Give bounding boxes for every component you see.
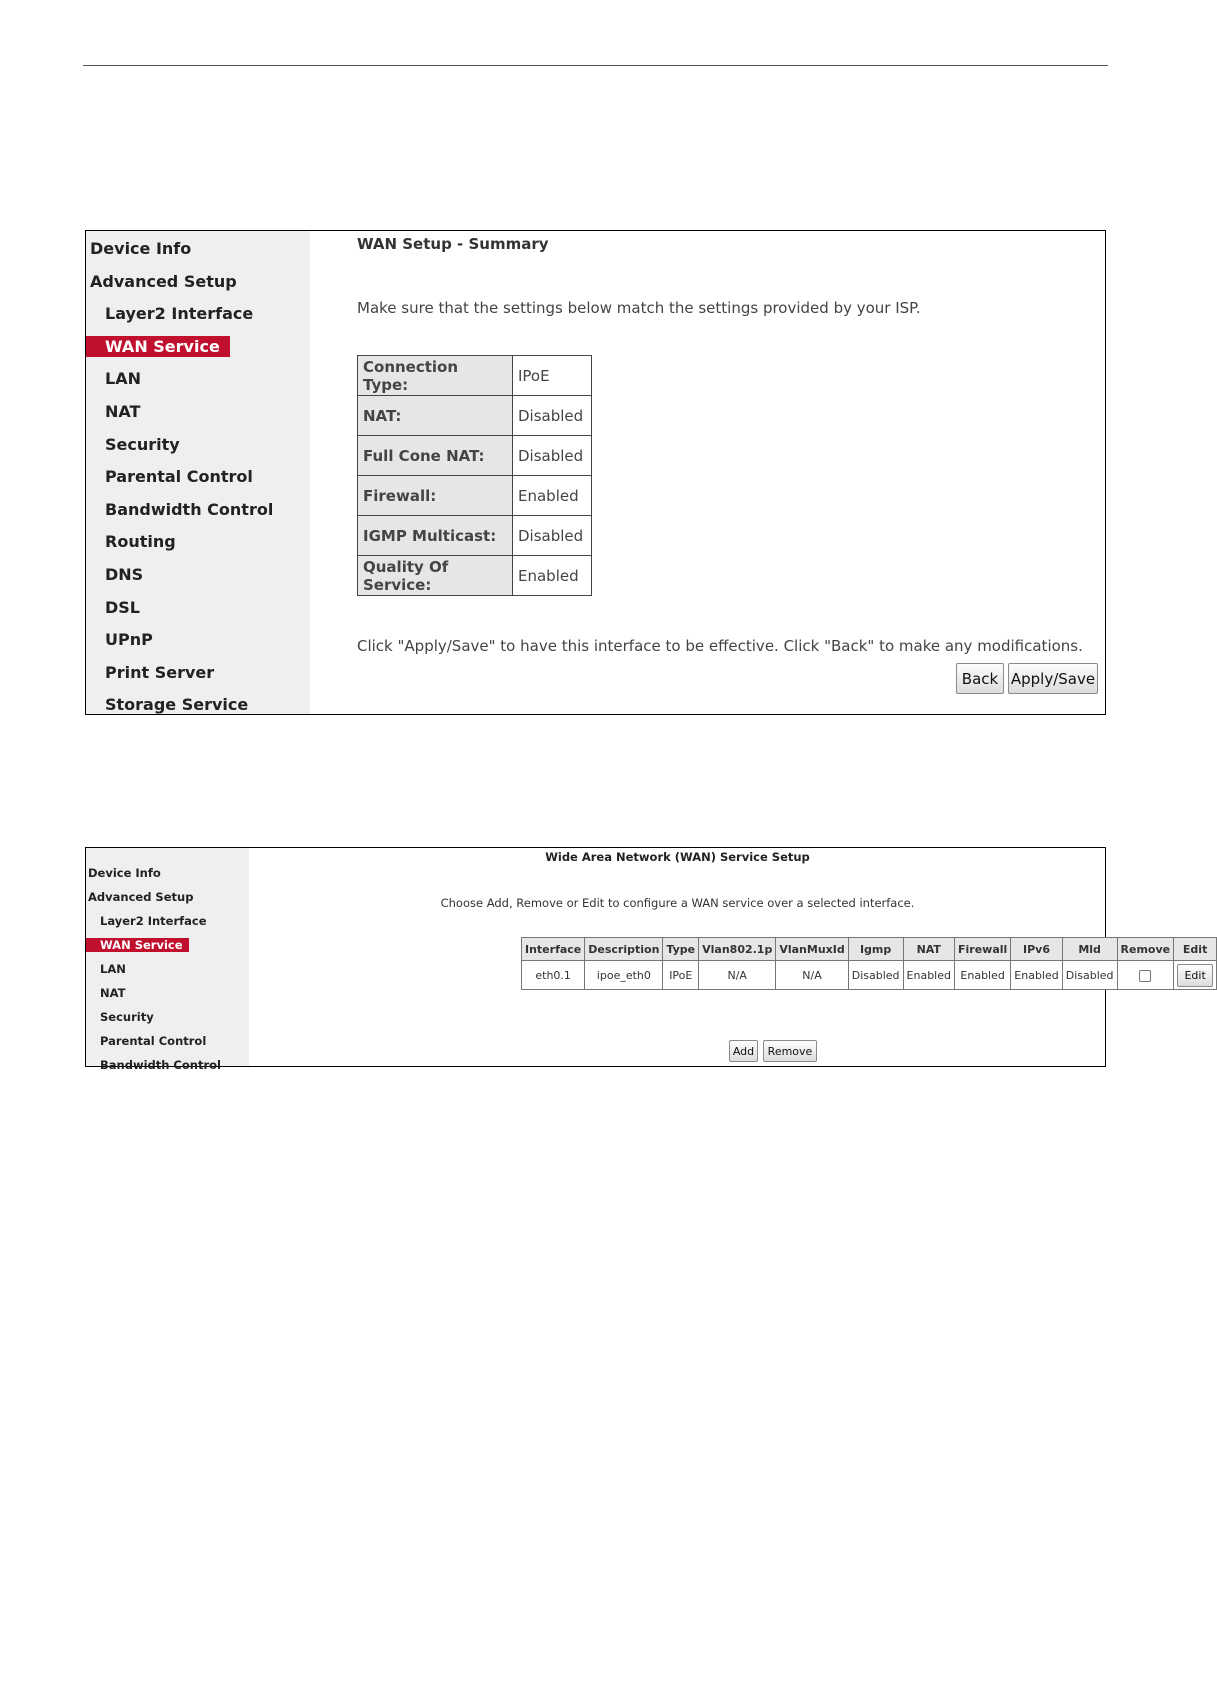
apply-save-button[interactable]: Apply/Save: [1008, 663, 1098, 694]
sidebar-item-label: Bandwidth Control: [105, 499, 274, 519]
sidebar-item-routing[interactable]: [86, 526, 310, 559]
sidebar-item-label: Security: [100, 1010, 154, 1024]
sidebar-item-label: UPnP: [105, 630, 153, 650]
page-title: WAN Setup - Summary: [357, 235, 549, 253]
sidebar: [86, 848, 249, 1072]
column-header-firewall: Firewall: [954, 938, 1010, 961]
cell-description: ipoe_eth0: [585, 961, 663, 990]
sidebar-item-label: Security: [105, 434, 180, 454]
column-header-mld: Mld: [1062, 938, 1117, 961]
sidebar-item-label: Advanced Setup: [88, 890, 194, 904]
sidebar-item-parental-control[interactable]: [86, 1029, 249, 1053]
setting-value: Disabled: [513, 436, 592, 476]
add-button[interactable]: Add: [729, 1040, 758, 1062]
main-content: [250, 848, 1208, 1066]
sidebar-item-bandwidth-control[interactable]: [86, 494, 310, 527]
table-row: [522, 961, 1217, 990]
sidebar-item-label: Layer2 Interface: [100, 914, 207, 928]
column-header-interface: Interface: [522, 938, 585, 961]
table-row: [358, 436, 592, 476]
setting-value: Enabled: [513, 476, 592, 516]
setting-key: Firewall:: [358, 476, 513, 516]
sidebar-item-label: DSL: [105, 597, 140, 617]
setting-value: Enabled: [513, 556, 592, 596]
sidebar-item-label: Layer2 Interface: [105, 304, 254, 324]
setting-key: NAT:: [358, 396, 513, 436]
sidebar-item-label: NAT: [100, 986, 126, 1000]
sidebar-item-advanced-setup[interactable]: [86, 885, 249, 909]
setting-value: Disabled: [513, 396, 592, 436]
sidebar-item-lan[interactable]: [86, 957, 249, 981]
main-content: [311, 231, 1105, 714]
sidebar-item-parental-control[interactable]: [86, 461, 310, 494]
cell-remove: [1117, 961, 1174, 990]
sidebar-item-label: Device Info: [90, 239, 192, 258]
sidebar-item-device-info[interactable]: [86, 233, 310, 266]
sidebar-item-wan-service[interactable]: [86, 933, 249, 957]
table-row: [358, 556, 592, 596]
sidebar-item-lan[interactable]: [86, 363, 310, 396]
cell-interface: eth0.1: [522, 961, 585, 990]
remove-button[interactable]: Remove: [763, 1040, 817, 1062]
column-header-nat: NAT: [903, 938, 954, 961]
sidebar-item-label: Print Server: [105, 662, 215, 682]
sidebar-item-label: Routing: [105, 532, 176, 552]
table-row: [358, 516, 592, 556]
sidebar-item-bandwidth-control[interactable]: [86, 1053, 249, 1077]
wan-service-screenshot: [85, 847, 1208, 1072]
table-row: [358, 396, 592, 436]
cell-vlanmuxid: N/A: [776, 961, 848, 990]
setting-key: Connection Type:: [358, 356, 513, 396]
summary-table: [357, 355, 592, 596]
cell-igmp: Disabled: [848, 961, 903, 990]
sidebar-item-label: LAN: [100, 962, 126, 976]
table-row: [358, 356, 592, 396]
column-header-igmp: Igmp: [848, 938, 903, 961]
sidebar-item-device-info[interactable]: [86, 861, 249, 885]
sidebar-nav: [86, 233, 310, 722]
column-header-ipv6: IPv6: [1011, 938, 1062, 961]
sidebar-item-upnp[interactable]: [86, 624, 310, 657]
page-header-rule: [83, 65, 1108, 66]
setting-key: Full Cone NAT:: [358, 436, 513, 476]
sidebar-item-label: WAN Service: [86, 336, 230, 357]
sidebar-item-label: Parental Control: [100, 1034, 207, 1048]
column-header-vlan802-1p: Vlan802.1p: [699, 938, 776, 961]
sidebar-item-layer2-interface[interactable]: [86, 298, 310, 331]
cell-type: IPoE: [663, 961, 699, 990]
sidebar-item-label: Advanced Setup: [90, 271, 237, 291]
wan-service-table: [521, 937, 1217, 990]
sidebar-item-label: Parental Control: [105, 467, 253, 487]
cell-mld: Disabled: [1062, 961, 1117, 990]
sidebar-item-dsl[interactable]: [86, 592, 310, 625]
cell-nat: Enabled: [903, 961, 954, 990]
setting-value: Disabled: [513, 516, 592, 556]
column-header-edit: Edit: [1174, 938, 1217, 961]
sidebar: [86, 231, 310, 714]
sidebar-item-security[interactable]: [86, 429, 310, 462]
sidebar-item-label: WAN Service: [86, 938, 189, 952]
sidebar-item-security[interactable]: [86, 1005, 249, 1029]
setting-key: IGMP Multicast:: [358, 516, 513, 556]
cell-vlan802-1p: N/A: [699, 961, 776, 990]
sidebar-item-nat[interactable]: [86, 396, 310, 429]
sidebar-item-label: LAN: [105, 369, 141, 389]
page-title: Wide Area Network (WAN) Service Setup: [545, 850, 810, 864]
edit-button[interactable]: Edit: [1177, 964, 1213, 987]
sidebar-item-print-server[interactable]: [86, 657, 310, 690]
sidebar-item-label: NAT: [105, 401, 141, 421]
sidebar-item-storage-service[interactable]: [86, 689, 310, 722]
column-header-vlanmuxid: VlanMuxId: [776, 938, 848, 961]
wan-summary-screenshot: [85, 230, 1106, 715]
sidebar-nav: [86, 861, 249, 1077]
setting-value: IPoE: [513, 356, 592, 396]
cell-firewall: Enabled: [954, 961, 1010, 990]
sidebar-item-wan-service[interactable]: [86, 331, 310, 364]
column-header-description: Description: [585, 938, 663, 961]
setting-key: Quality Of Service:: [358, 556, 513, 596]
instruction-text: Make sure that the settings below match the settings provided by your ISP.: [357, 299, 921, 317]
column-header-type: Type: [663, 938, 699, 961]
remove-checkbox[interactable]: [1139, 970, 1151, 982]
sidebar-item-label: Storage Service: [105, 695, 249, 715]
column-header-remove: Remove: [1117, 938, 1174, 961]
cell-edit: [1174, 961, 1217, 990]
sidebar-item-label: Device Info: [88, 866, 161, 880]
instruction-text: Choose Add, Remove or Edit to configure a WAN service over a selected interface.: [440, 896, 915, 910]
back-button[interactable]: Back: [956, 663, 1004, 694]
sidebar-item-label: DNS: [105, 564, 144, 584]
cell-ipv6: Enabled: [1011, 961, 1062, 990]
footer-instruction: Click "Apply/Save" to have this interface to be effective. Click "Back" to make any modifications.: [357, 637, 1083, 655]
sidebar-item-nat[interactable]: [86, 981, 249, 1005]
table-row: [358, 476, 592, 516]
sidebar-item-label: Bandwidth Control: [100, 1058, 221, 1072]
sidebar-item-dns[interactable]: [86, 559, 310, 592]
sidebar-item-advanced-setup[interactable]: [86, 266, 310, 299]
sidebar-item-layer2-interface[interactable]: [86, 909, 249, 933]
